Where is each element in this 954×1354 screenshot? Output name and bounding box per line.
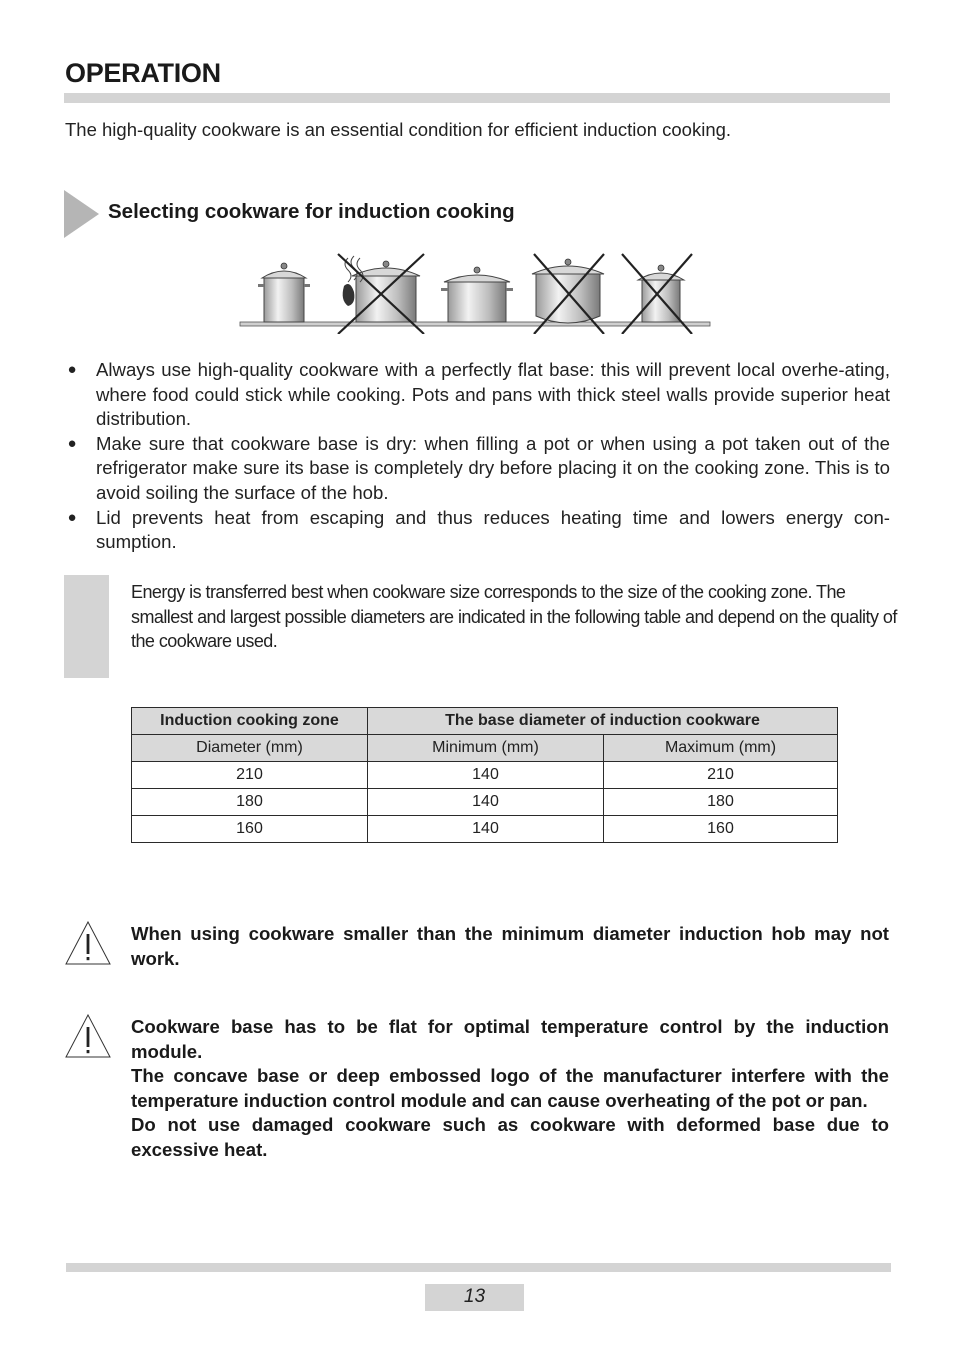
pot-wet-crossed <box>338 254 424 334</box>
table-subheader-row <box>132 735 838 762</box>
table-cell: 140 <box>368 789 604 816</box>
bullet-icon: ● <box>67 434 77 452</box>
table-header-cell: The base diameter of induction cookware <box>368 708 838 735</box>
warning-text: Cookware base has to be flat for optimal temperature control by the induction module. The concave base or deep embossed logo of the manufacturer interfere with the temperature induction control module and can cause overheating of the pot or pan. Do not use damaged cookware such as cookware with deformed base due to excessive heat. <box>131 1016 889 1160</box>
table-cell: 160 <box>132 816 368 843</box>
warning-triangle-icon <box>64 920 112 966</box>
table-cell: 140 <box>368 762 604 789</box>
footer-divider <box>66 1263 891 1272</box>
intro-text: The high-quality cookware is an essential condition for efficient induction cooking. <box>65 119 732 140</box>
warning-text: When using cookware smaller than the minimum diameter induction hob may not work. <box>131 923 889 969</box>
list-item: ● Always use high-quality cookware with a perfectly flat base: this will prevent local overhe-ating, where food could stick while cooking. Pots and pans with thick steel walls provide superior heat distribution. <box>65 358 890 432</box>
table-cell: 140 <box>368 816 604 843</box>
list-item: ● Lid prevents heat from escaping and thus reduces heating time and lowers energy con-sumption. <box>65 506 890 555</box>
diameter-table <box>131 707 838 843</box>
table-cell: 210 <box>132 762 368 789</box>
table-row <box>132 816 838 843</box>
note-text: Energy is transferred best when cookware size corresponds to the size of the cooking zone. The smallest and largest possible diameters are indicated in the following table and depend on the quality of the cookware used. <box>131 582 897 651</box>
bullet-list <box>65 358 890 555</box>
section-title: Selecting cookware for induction cooking <box>108 200 515 223</box>
list-item: ● Make sure that cookware base is dry: when filling a pot or when using a pot taken out of the refrigerator make sure its base is completely dry before placing it on the cooking zone. This is to avoid soiling the surface of the hob. <box>65 432 890 506</box>
table-cell: 180 <box>132 789 368 816</box>
table-subheader-cell: Minimum (mm) <box>368 735 604 762</box>
cookware-illustration <box>238 250 713 334</box>
bullet-icon: ● <box>67 361 77 378</box>
table-subheader-cell: Diameter (mm) <box>132 735 368 762</box>
bullet-icon: ● <box>67 508 77 526</box>
warning-triangle-icon <box>64 1013 112 1059</box>
table-row <box>132 789 838 816</box>
table-header-row <box>132 708 838 735</box>
title-divider <box>64 93 890 103</box>
table-cell: 180 <box>604 789 838 816</box>
pot-correct-1 <box>258 263 310 322</box>
table-row <box>132 762 838 789</box>
pot-small-crossed <box>622 254 692 334</box>
pot-correct-2 <box>441 267 513 322</box>
table-cell: 210 <box>604 762 838 789</box>
table-subheader-cell: Maximum (mm) <box>604 735 838 762</box>
table-header-cell: Induction cooking zone <box>132 708 368 735</box>
table-cell: 160 <box>604 816 838 843</box>
play-arrow-icon <box>64 190 99 238</box>
page-number: 13 <box>463 1286 486 1307</box>
note-marker <box>64 575 109 678</box>
page-title: OPERATION <box>65 58 221 88</box>
